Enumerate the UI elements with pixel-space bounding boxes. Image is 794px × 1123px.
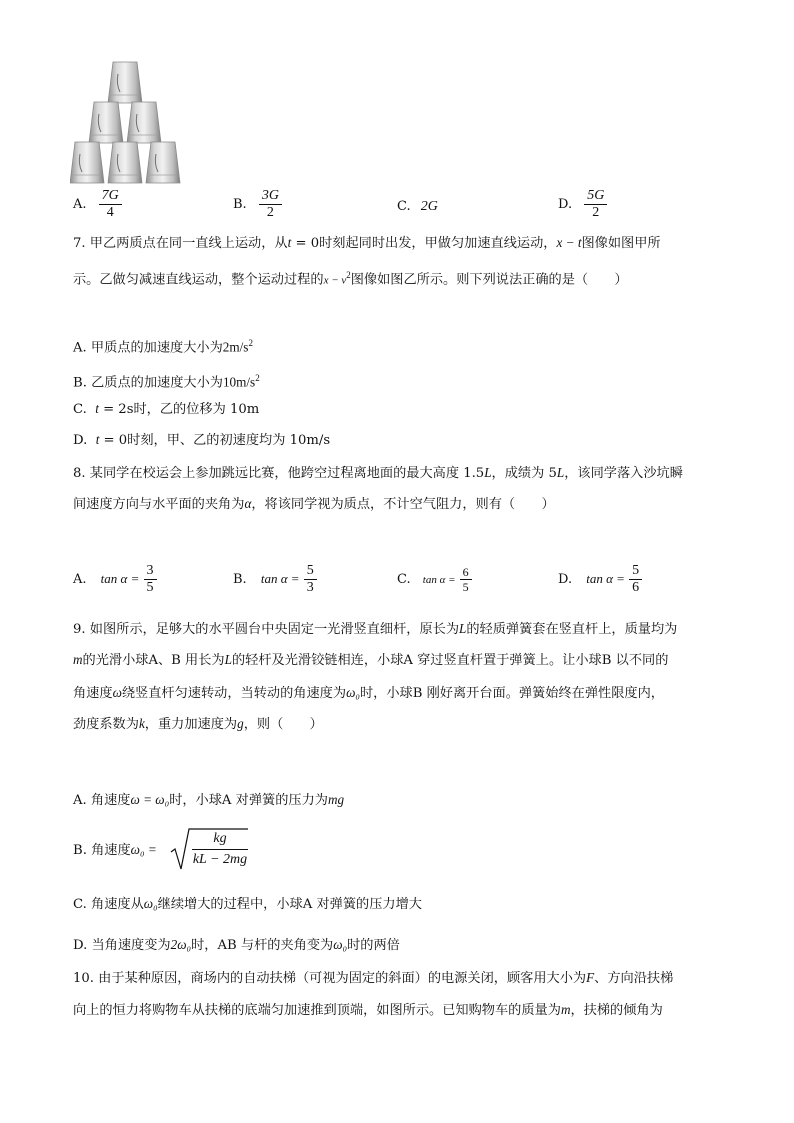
q7-option-b[interactable]: B. 乙质点的加速度大小为$10m/s^2$ [73,373,260,391]
q7-option-c[interactable]: C. t = 2s时，乙的位移为 10m [73,401,260,417]
q8-stem-line-1: 8. 某同学在校运会上参加跳远比赛，他跨空过程离地面的最大高度 1.5L，成绩为 5L，该同学落入沙坑瞬 [73,465,683,481]
q8-option-b[interactable]: B. tan α = $\frac{5}{3}$ [233,563,317,596]
q6-option-b[interactable]: B. $\frac{3G}{2}$ [233,188,282,221]
q9-stem-line-1: 9. 如图所示，足够大的水平圆台中央固定一光滑竖直细杆，原长为L的轻质弹簧套在竖直杆上，质量均为 [73,621,678,637]
q6-option-c[interactable]: C. 2G [397,199,438,214]
q8-option-d[interactable]: D. tan α = $\frac{5}{6}$ [558,563,642,596]
q10-stem-line-1: 10. 由于某种原因，商场内的自动扶梯（可视为固定的斜面）的电源关闭，顾客用大小为F、方向沿扶梯 [73,970,674,986]
q8-option-c[interactable]: C. tan α = $\frac{6}{5}$ [397,565,472,594]
q7-stem-line-2: 示。乙做匀减速直线运动，整个运动过程的$x - v^2$图像如图乙所示。则下列说法正确的是（ ） [73,270,628,288]
q6-option-a[interactable]: A. $\frac{7G}{4}$ [73,188,122,221]
q7-option-a[interactable]: A. 甲质点的加速度大小为$2m/s^2$ [73,338,253,356]
q9-option-b[interactable]: B. 角速度ω₀ = [73,842,157,858]
q7-option-d[interactable]: D. t = 0时刻，甲、乙的初速度均为 10m/s [73,432,331,448]
q6-option-d[interactable]: D. $\frac{5G}{2}$ [558,188,607,221]
q8-option-a[interactable]: A. tan α = $\frac{3}{5}$ [73,563,157,596]
q6-option-d-fraction: $\frac{5G}{2}$ [584,188,607,221]
q9-option-a[interactable]: A. 角速度ω = ω₀时，小球A 对弹簧的压力为mg [73,792,345,808]
q7-stem-line-1: 7. 甲乙两质点在同一直线上运动，从t = 0时刻起同时出发，甲做匀加速直线运动，x − t图像如图甲所 [73,235,661,251]
q9-option-c[interactable]: C. 角速度从ω₀继续增大的过程中，小球A 对弹簧的压力增大 [73,896,422,912]
q9-stem-line-3: 角速度ω绕竖直杆匀速转动，当转动的角速度为ω₀时，小球B 刚好离开台面。弹簧始终在弹性限度内， [73,685,664,701]
q9-option-b-radical: kg kL − 2mg [170,826,250,872]
q6-option-a-fraction: $\frac{7G}{4}$ [99,188,122,221]
q6-option-b-fraction: $\frac{3G}{2}$ [259,188,282,221]
q9-stem-line-4: 劲度系数为k，重力加速度为g，则（ ） [73,716,323,732]
q9-stem-line-2: m的光滑小球A、B 用长为L的轻杆及光滑铰链相连，小球A 穿过竖直杆置于弹簧上。让小球B 以不同的 [73,652,669,668]
q8-stem-line-2: 间速度方向与水平面的夹角为α，将该同学视为质点，不计空气阻力，则有（ ） [73,496,555,512]
q10-stem-line-2: 向上的恒力将购物车从扶梯的底端匀加速推到顶端，如图所示。已知购物车的质量为m，扶梯的倾角为 [73,1002,663,1018]
stacked-cups-figure [70,60,188,185]
q9-option-d[interactable]: D. 当角速度变为2ω₀时，AB 与杆的夹角变为ω₀时的两倍 [73,937,400,953]
